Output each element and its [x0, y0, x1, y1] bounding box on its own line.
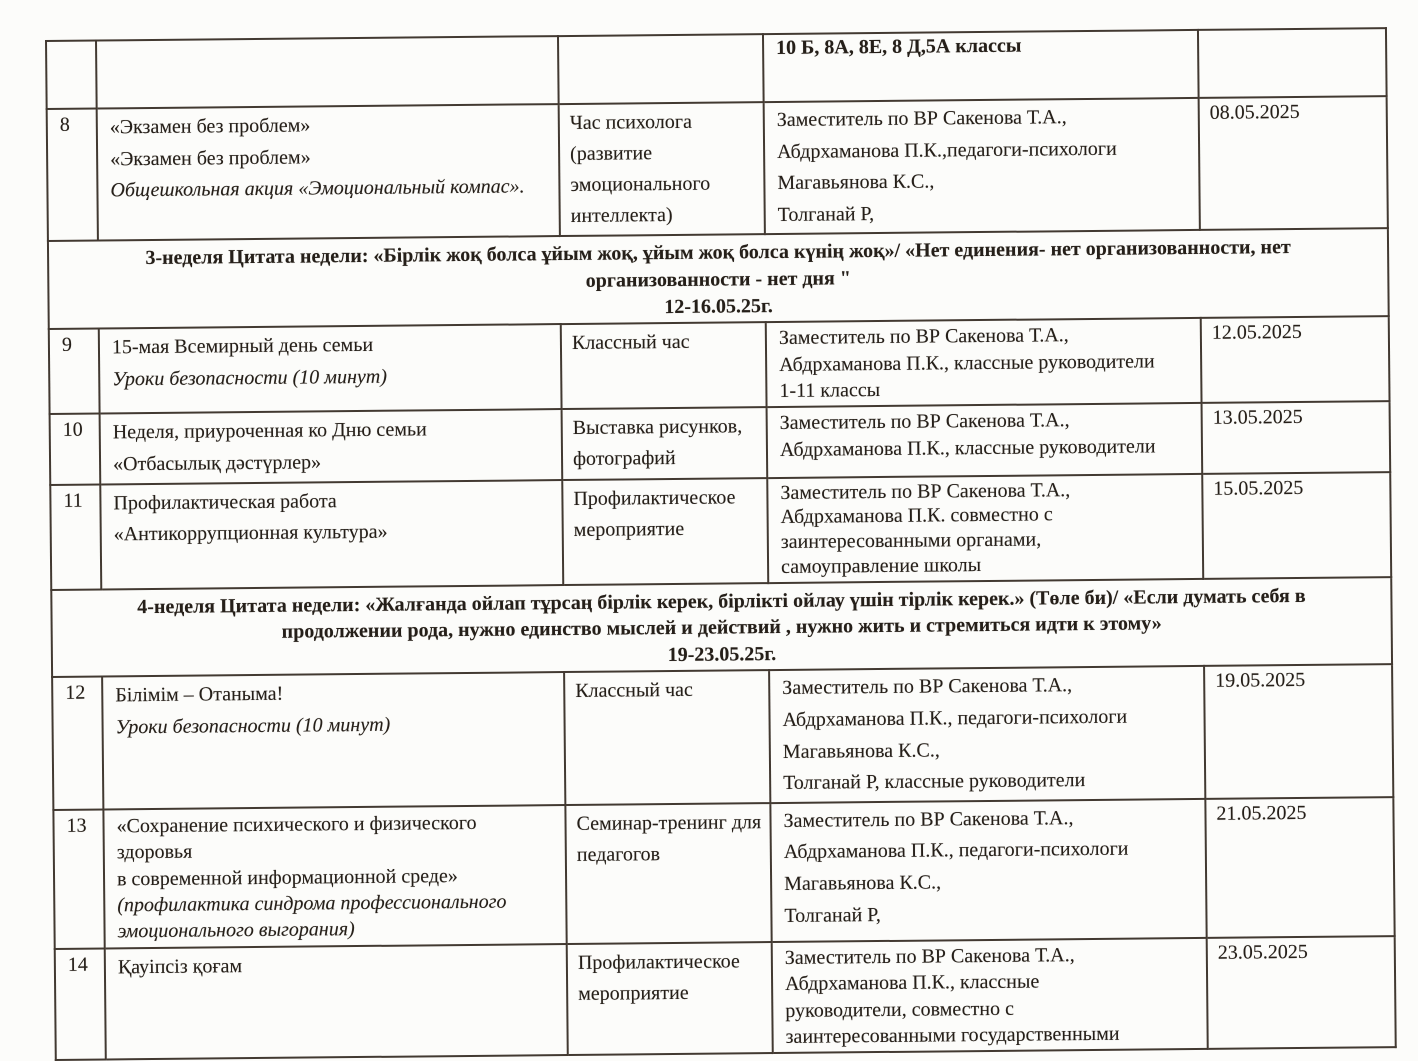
week-quote-line: 4-неделя Цитата недели: «Жалғанда ойлап тұрсаң бірлік керек, бірлікті ойлау үшін тірлік керек.» (Төле би)/ «Если думать себя в — [137, 584, 1306, 618]
event-title-line: Білімім – Отаныма! — [115, 683, 284, 707]
responsible-line: Абдрхаманова П.К., классные руководители — [779, 349, 1155, 376]
responsible-line: Заместитель по ВР Сакенова Т.А., — [778, 324, 1069, 350]
row-number-cell — [52, 677, 103, 810]
week-dates: 19-23.05.25г. — [667, 642, 777, 666]
responsible-line: Заместитель по ВР Сакенова Т.А., — [782, 674, 1073, 700]
responsible-cell — [764, 98, 1200, 235]
responsible-line: Абдрхаманова П.К., педагоги-психологи — [782, 705, 1128, 732]
week-quote-line: 3-неделя Цитата недели: «Бірлік жоқ болса ұйым жоқ, ұйым жоқ болса күнің жоқ»/ «Нет единения- нет организованности, нет — [145, 236, 1291, 270]
date-text: 12.05.2025 — [1211, 321, 1302, 344]
table-sheet — [45, 27, 1395, 1061]
event-title-line: «Экзамен без проблем» — [109, 114, 311, 139]
row-number-cell — [49, 329, 100, 415]
responsible-cell — [767, 473, 1203, 582]
event-format-cell — [562, 478, 768, 585]
responsible-cell — [772, 938, 1208, 1054]
responsible-line: Толганай Р, — [784, 903, 881, 927]
date-text: 21.05.2025 — [1216, 801, 1307, 825]
row-number-cell — [50, 414, 101, 485]
responsible-line: Абдрхаманова П.К., педагоги-психологи — [783, 838, 1129, 864]
week-quote-line: организованности - нет дня " — [585, 267, 852, 292]
responsible-line: Толганай Р, классные руководители — [783, 769, 1086, 795]
event-title-line: Қауіпсіз қоғам — [117, 954, 243, 979]
row-number: 8 — [59, 113, 70, 136]
event-format-cell — [567, 942, 773, 1056]
responsible-line: Абдрхаманова П.К.,педагоги-психологи — [776, 137, 1117, 163]
event-name-cell — [97, 104, 560, 241]
event-title-line: «Отбасылық дәстүрлер» — [112, 451, 322, 476]
event-format-cell — [561, 322, 767, 409]
date-cell — [1202, 401, 1391, 473]
table-row — [47, 96, 1388, 241]
date-cell — [1198, 28, 1387, 98]
event-format-cell — [564, 671, 770, 805]
event-title-line: в современной информационной среде» — [116, 864, 458, 890]
event-title-line: Неделя, приуроченная ко Дню семьи — [112, 418, 427, 444]
responsible-cell — [770, 799, 1206, 942]
date-text: 19.05.2025 — [1215, 669, 1306, 693]
responsible-line: Заместитель по ВР Сакенова Т.А., — [779, 409, 1070, 435]
row-number-cell — [46, 41, 97, 109]
responsible-line: самоуправление школы — [780, 553, 982, 578]
event-name-cell — [102, 673, 565, 810]
date-cell — [1201, 316, 1390, 403]
format-text: Классный час — [571, 330, 690, 355]
week-header-row — [51, 577, 1392, 678]
table-row — [55, 936, 1396, 1060]
responsible-line: заинтересованными государственными — [785, 1022, 1120, 1048]
event-format-cell — [558, 34, 764, 104]
event-title-line: «Антикоррупционная культура» — [113, 520, 388, 546]
table-row — [50, 472, 1391, 590]
event-title-line: «Экзамен без проблем» — [110, 146, 311, 170]
row-number: 11 — [63, 489, 83, 512]
responsible-line: заинтересованными органами, — [780, 528, 1042, 554]
event-format-cell — [565, 803, 771, 944]
responsible-line: Заместитель по ВР Сакенова Т.А., — [783, 807, 1074, 832]
format-text: Семинар-тренинг для педагогов — [576, 811, 762, 866]
row-number: 10 — [62, 418, 83, 442]
format-text: Профилактическое мероприятие — [577, 950, 740, 1005]
event-title-line: Уроки безопасности (10 минут) — [112, 365, 388, 391]
event-name-cell — [99, 324, 562, 414]
responsible-line: Магавьянова К.С., — [777, 170, 935, 195]
responsible-cell — [767, 403, 1203, 477]
week-dates: 12-16.05.25г. — [664, 294, 773, 318]
table-row-continuation — [46, 28, 1387, 109]
responsible-cell — [769, 666, 1205, 803]
responsible-line: Магавьянова К.С., — [782, 739, 940, 763]
responsible-line: Толганай Р, — [777, 202, 875, 226]
school-plan-table — [45, 27, 1397, 1061]
date-text: 15.05.2025 — [1213, 476, 1304, 500]
format-text: Выставка рисунков, фотографий — [572, 415, 743, 471]
date-text: 08.05.2025 — [1209, 100, 1300, 124]
table-row — [53, 797, 1394, 949]
event-title-line: (профилактика синдрома профессионального эмоционального выгорания) — [117, 890, 507, 943]
table-row — [50, 401, 1391, 484]
week-quote-cell — [51, 577, 1392, 678]
event-format-cell — [562, 407, 768, 479]
row-number-cell — [55, 948, 106, 1060]
event-title-line: Профилактическая работа — [113, 489, 337, 514]
row-number: 12 — [65, 682, 86, 705]
date-text: 13.05.2025 — [1212, 406, 1303, 430]
week-quote-line: продолжении рода, нужно единство мыслей и действий , нужно жить и стремиться идти к этому» — [281, 612, 1162, 644]
table-row — [49, 316, 1390, 414]
event-title-line: «Сохранение психического и физического здоровья — [116, 811, 477, 864]
row-number-cell — [53, 809, 104, 948]
responsible-line: Абдрхаманова П.К. совместно с — [780, 503, 1053, 529]
week-header-row — [48, 228, 1389, 329]
responsible-line: Магавьянова К.С., — [784, 871, 942, 895]
responsible-line: руководители, совместно с — [785, 997, 1015, 1022]
row-number-cell — [50, 484, 101, 590]
date-cell — [1202, 472, 1391, 579]
responsible-line: Абдрхаманова П.К., классные руководители — [779, 435, 1156, 461]
row-number: 13 — [66, 814, 87, 837]
date-cell — [1205, 797, 1394, 938]
date-cell — [1204, 665, 1393, 799]
row-number: 9 — [61, 333, 73, 357]
format-text: Профилактическое мероприятие — [573, 485, 736, 541]
table-row — [52, 665, 1393, 810]
format-text: Классный час — [575, 679, 693, 703]
event-name-cell — [100, 409, 563, 484]
format-text: Час психолога (развитие эмоционального интеллекта) — [569, 110, 711, 227]
row-number: 14 — [67, 953, 88, 976]
event-format-cell — [559, 102, 765, 236]
date-text: 23.05.2025 — [1217, 940, 1308, 964]
responsible-cell — [766, 318, 1202, 407]
responsible-line: Заместитель по ВР Сакенова Т.А., — [784, 943, 1075, 969]
date-cell — [1199, 96, 1388, 230]
responsible-line: Заместитель по ВР Сакенова Т.А., — [776, 106, 1067, 131]
responsible-line: 1-11 классы — [779, 378, 881, 402]
classes-list-text: 10 Б, 8А, 8Е, 8 Д,5А классы — [776, 34, 1022, 59]
responsible-cell — [763, 30, 1199, 102]
event-name-cell — [100, 480, 563, 590]
row-number-cell — [47, 109, 98, 242]
responsible-line: Заместитель по ВР Сакенова Т.А., — [780, 478, 1071, 504]
event-name-cell — [105, 944, 568, 1060]
event-name-cell — [96, 36, 559, 108]
week-quote-cell — [48, 228, 1389, 329]
event-title-line: Уроки безопасности (10 минут) — [115, 713, 391, 739]
event-name-cell — [103, 805, 566, 948]
event-title-line: Общешкольная акция «Эмоциональный компас». — [110, 175, 525, 202]
responsible-line: Абдрхаманова П.К., классные — [784, 970, 1040, 996]
date-cell — [1207, 936, 1396, 1049]
event-title-line: 15-мая Всемирный день семьи — [111, 334, 374, 359]
